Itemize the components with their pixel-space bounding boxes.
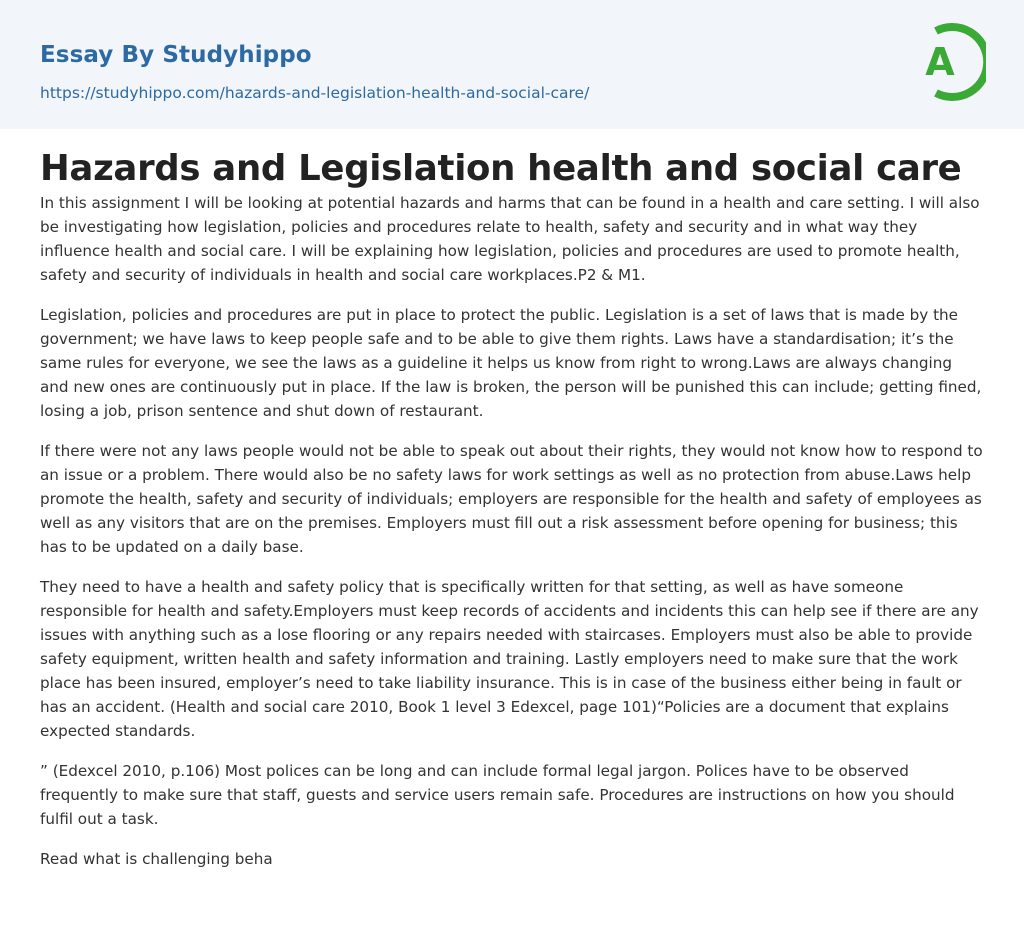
paragraph-3: If there were not any laws people would not be able to speak out about their rights, they would not know how to respond to an issue or a problem. There would also be no safety laws for work settings as well as no protection from abuse.Laws help promote the health, safety and security of individuals; employers are responsible for the health and safety of employees as well as any visitors that are on the premises. Employers must fill out a risk assessment before opening for business; this has to be updated on a daily base. [40, 442, 983, 556]
site-header [0, 0, 1024, 129]
paragraph-2: Legislation, policies and procedures are put in place to protect the public. Legislation is a set of laws that is made by the government; we have laws to keep people safe and to be able to give them rights. Laws have a standardisation; it’s the same rules for everyone, we see the laws as a guideline it helps us know from right to wrong.Laws are always changing and new ones are continuously put in place. If the law is broken, the person will be punished this can include; getting fined, losing a job, prison sentence and shut down of restaurant. [40, 306, 982, 420]
paragraph-1: In this assignment I will be looking at potential hazards and harms that can be found in a health and care setting. I will also be investigating how legislation, policies and procedures relate to health, safety and security and in what way they influence health and social care. I will be explaining how legislation, policies and procedures are used to promote health, safety and security of individuals in health and social care workplaces.P2 & M1. [40, 194, 980, 284]
paragraph-5: ” (Edexcel 2010, p.106) Most polices can be long and can include formal legal jargon. Polices have to be observed frequently to make sure that staff, guests and service users remain safe. Procedures are instructions on how you should fulfil out a task. [40, 762, 955, 828]
essay-url-link[interactable]: https://studyhippo.com/hazards-and-legislation-health-and-social-care/ [40, 84, 590, 102]
article [0, 129, 1024, 871]
logo-letter: A [925, 40, 955, 84]
page-title: Hazards and Legislation health and social care [40, 148, 962, 189]
studyhippo-logo-icon[interactable] [912, 19, 986, 105]
brand-title: Essay By Studyhippo [40, 42, 312, 68]
paragraph-6-truncated: Read what is challenging beha [40, 850, 273, 868]
paragraph-4: They need to have a health and safety policy that is specifically written for that setting, as well as have someone responsible for health and safety.Employers must keep records of accidents and incidents this can help see if there are any issues with anything such as a lose flooring or any repairs needed with staircases. Employers must also be able to provide safety equipment, written health and safety information and training. Lastly employers need to make sure that the work place has been insured, employer’s need to take liability insurance. This is in case of the business either being in fault or has an accident. (Health and social care 2010, Book 1 level 3 Edexcel, page 101)“Policies are a document that explains expected standards. [40, 578, 979, 740]
